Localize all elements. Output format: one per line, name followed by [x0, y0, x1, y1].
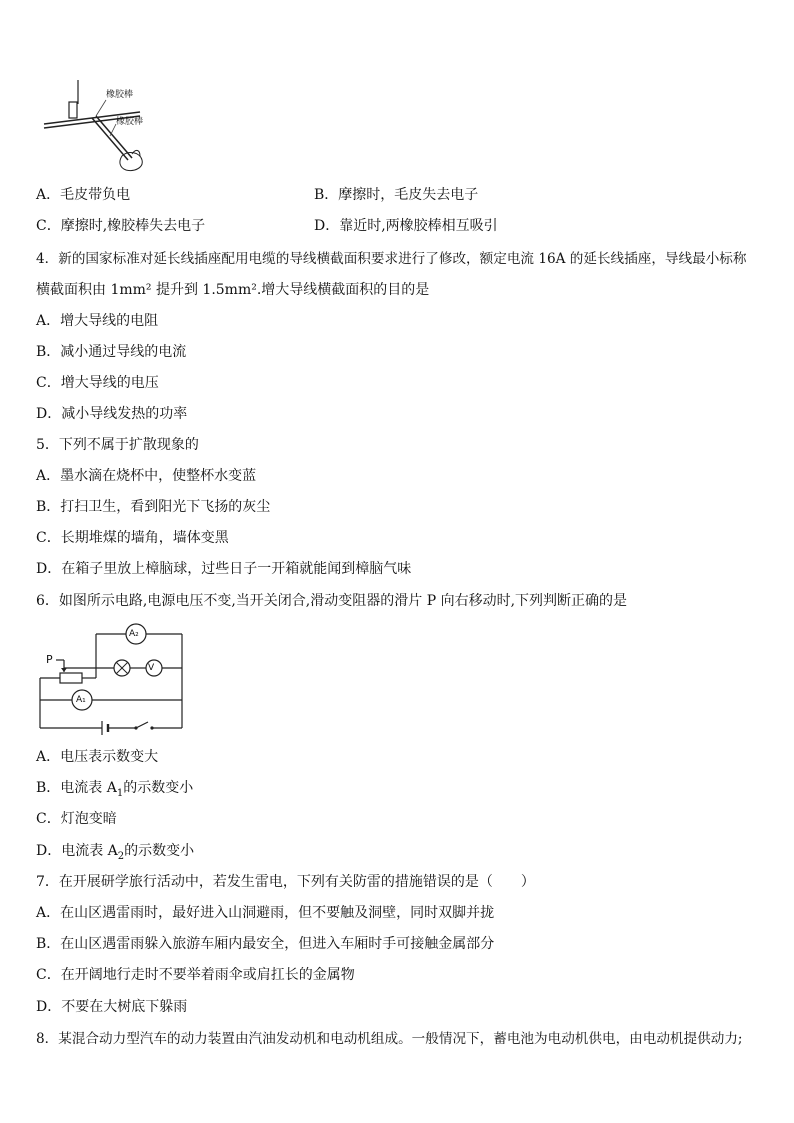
q7-stem: 7．在开展研学旅行活动中，若发生雷电，下列有关防雷的措施错误的是（ ）: [36, 874, 535, 890]
rod-label-top: 橡胶棒: [106, 90, 134, 100]
q4-option-c: C．增大导线的电压: [36, 375, 159, 391]
q4-stem-line1: 4．新的国家标准对延长线插座配用电缆的导线横截面积要求进行了修改，额定电流 16A 的延长线插座，导线最小标称: [36, 251, 747, 267]
q6-option-d-suffix: 的示数变小: [124, 843, 195, 859]
q3-option-b: B．摩擦时，毛皮失去电子: [314, 187, 479, 203]
q3-option-a: A．毛皮带负电: [36, 187, 131, 203]
q6-option-d-sub: 2: [117, 850, 125, 862]
q6-option-a: A．电压表示数变大: [36, 749, 159, 765]
ammeter-a1-label: A₁: [76, 695, 86, 705]
q5-option-a: A．墨水滴在烧杯中，使整杯水变蓝: [36, 468, 257, 484]
circuit-diagram: [36, 622, 186, 738]
q7-option-d: D．不要在大树底下躲雨: [36, 999, 188, 1015]
q4-option-b: B．减小通过导线的电流: [36, 344, 187, 360]
q5-option-c: C．长期堆煤的墙角，墙体变黑: [36, 530, 229, 546]
slider-p-label: P: [46, 653, 53, 666]
q8-stem: 8．某混合动力型汽车的动力装置由汽油发动机和电动机组成。一般情况下，蓄电池为电动机供电，由电动机提供动力;: [36, 1031, 743, 1047]
q5-option-d: D．在箱子里放上樟脑球，过些日子一开箱就能闻到樟脑气味: [36, 561, 412, 577]
q4-stem-line2: 横截面积由 1mm² 提升到 1.5mm².增大导线横截面积的目的是: [36, 282, 430, 298]
q7-option-a: A．在山区遇雷雨时，最好进入山洞避雨，但不要触及洞壁，同时双脚并拢: [36, 905, 495, 921]
q5-option-b: B．打扫卫生，看到阳光下飞扬的灰尘: [36, 499, 271, 515]
q4-option-d: D．减小导线发热的功率: [36, 406, 188, 422]
q6-stem: 6．如图所示电路,电源电压不变,当开关闭合,滑动变阻器的滑片 P 向右移动时,下列判断正确的是: [36, 593, 628, 609]
voltmeter-label: V: [148, 663, 155, 673]
q4-option-a: A．增大导线的电阻: [36, 313, 159, 329]
ammeter-a2-label: A₂: [129, 629, 139, 639]
q3-option-c: C．摩擦时,橡胶棒失去电子: [36, 218, 206, 234]
q6-option-b-prefix: B．电流表 A: [36, 780, 117, 796]
q5-stem: 5．下列不属于扩散现象的: [36, 437, 199, 453]
q6-option-b-suffix: 的示数变小: [123, 780, 194, 796]
q3-option-d: D．靠近时,两橡胶棒相互吸引: [314, 218, 498, 234]
q6-option-c: C．灯泡变暗: [36, 811, 117, 827]
q6-option-d: [36, 841, 194, 867]
q7-option-c: C．在开阔地行走时不要举着雨伞或肩扛长的金属物: [36, 967, 355, 983]
q6-option-b-sub: 1: [116, 787, 124, 799]
q6-option-d-prefix: D．电流表 A: [36, 843, 118, 859]
rod-label-bottom: 橡胶棒: [116, 117, 144, 127]
q7-option-b: B．在山区遇雷雨躲入旅游车厢内最安全，但进入车厢时手可接触金属部分: [36, 936, 495, 952]
q6-option-b: [36, 778, 193, 804]
